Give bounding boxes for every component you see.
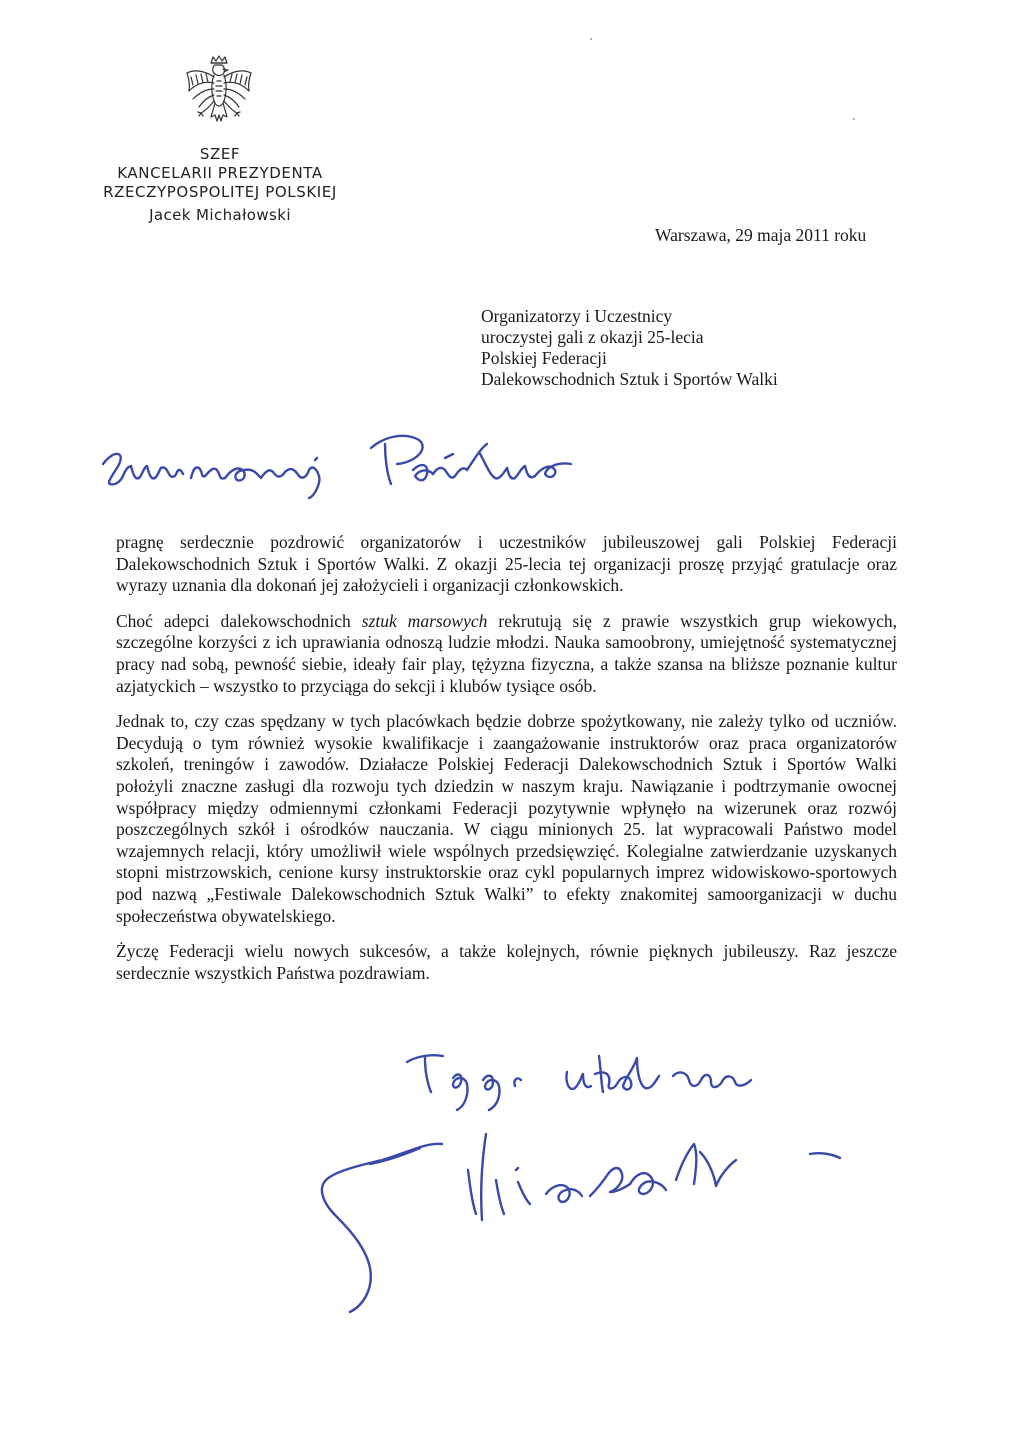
recipient-line: uroczystej gali z okazji 25-lecia — [481, 327, 704, 347]
letter-body — [116, 532, 897, 998]
body-paragraph-2-end: rekrutują się z prawie wszystkich grup wiekowych, szczególne korzyści z ich uprawiania odnoszą ludzie młodzi. Nauka samoobrony, umiejętność systematycznej pracy nad sobą, pewność siebie, ideały fair play, tężyzna fizyczna, a także szansa na bliższe poznanie kultur azjatyckich – wszystko to przyciąga do sekcji i klubów tysiące osób. — [116, 610, 897, 696]
body-paragraph-2-start: Choć adepci dalekowschodnich — [116, 610, 362, 631]
recipient-block — [481, 306, 778, 390]
recipient-line: Organizatorzy i Uczestnicy — [481, 306, 673, 326]
body-paragraph-3: Jednak to, czy czas spędzany w tych placówkach będzie dobrze spożytkowany, nie zależy tylko od uczniów. Decydują o tym również wysokie kwalifikacje i zaangażowanie instruktorów oraz praca organizatorów szkoleń, treningów i zawodów. Działacze Polskiej Federacji Dalekowschodnich Sztuk i Sportów Walki położyli znaczne zasługi dla rozwoju tych dziedzin w naszym kraju. Nawiązanie i podtrzymanie owocnej współpracy między odmiennymi członkami Federacji pozytywnie wpłynęło na wizerunek oraz rozwój poszczególnych szkół i ośrodków nauczania. W ciągu minionych 25. lat wypracowali Państwo model wzajemnych relacji, który umożliwił wiele wspólnych przedsięwzięć. Kolegialne zatwierdzanie uzyskanych stopni mistrzowskich, cenione kursy instruktorskie oraz cykl popularnych imprez widowiskowo-sportowych pod nazwą „Festiwale Dalekowschodnich Sztuk Walki” to efekty znakomitej samoorganizacji w duchu społeczeństwa obywatelskiego. — [116, 711, 897, 926]
office-holder-name: Jacek Michałowski — [149, 206, 291, 224]
office-header — [55, 145, 385, 225]
body-paragraph-1: pragnę serdecznie pozdrowić organizatorów i uczestników jubileuszowej gali Polskiej Federacji Dalekowschodnich Sztuk i Sportów Walki. Z okazji 25-lecia tej organizacji proszę przyjąć gratulacje oraz wyrazy uznania dla dokonań jej założycieli i organizacji członkowskich. — [116, 532, 897, 596]
body-paragraph-2 — [116, 611, 897, 697]
letter-date: Warszawa, 29 maja 2011 roku — [655, 225, 867, 245]
eagle-emblem-icon — [181, 55, 257, 137]
scan-speck — [853, 118, 855, 120]
recipient-line: Dalekowschodnich Sztuk i Sportów Walki — [481, 369, 778, 389]
office-line-2: RZECZYPOSPOLITEJ POLSKIEJ — [103, 183, 337, 201]
body-italic-phrase: sztuk marsowych — [361, 610, 488, 631]
body-paragraph-4: Życzę Federacji wielu nowych sukcesów, a także kolejnych, równie pięknych jubileuszy. Raz jeszcze serdecznie wszystkich Państwa pozdrawiam. — [116, 941, 897, 983]
handwritten-closing — [395, 1040, 815, 1120]
handwritten-salutation — [95, 418, 615, 513]
handwritten-signature — [310, 1130, 870, 1320]
recipient-line: Polskiej Federacji — [481, 348, 607, 368]
office-line-1: KANCELARII PREZYDENTA — [117, 164, 323, 182]
scan-speck — [590, 38, 592, 40]
office-title: SZEF — [199, 145, 241, 163]
